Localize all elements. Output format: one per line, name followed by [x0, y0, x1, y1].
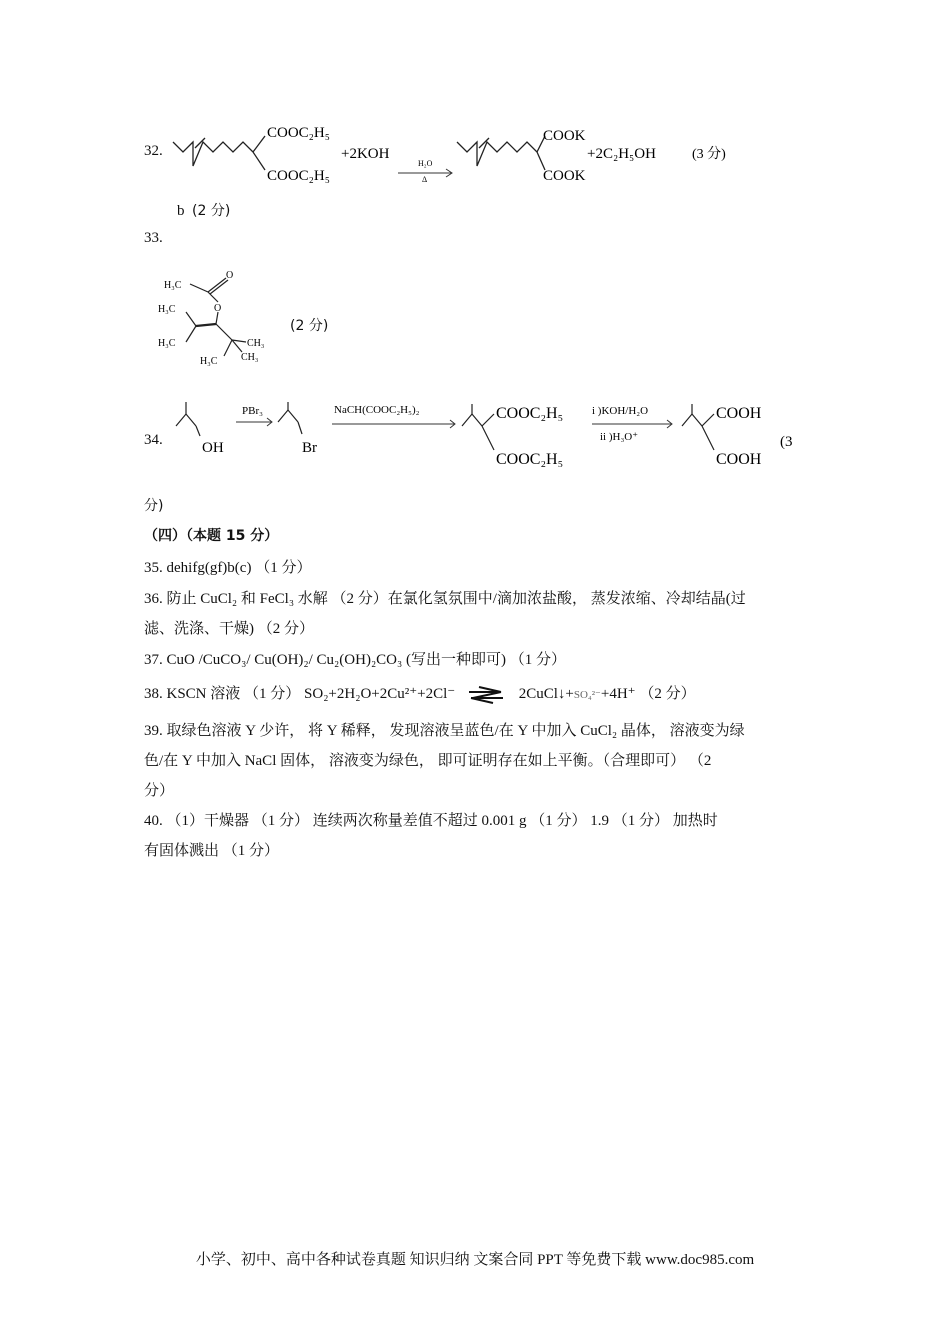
- q34-oh: OH: [202, 440, 224, 456]
- q32-sub-answer: [177, 200, 230, 220]
- q33-label-o-1: O: [226, 270, 234, 281]
- q34-reagent3-top: i )KOH/H₂O: [592, 405, 649, 417]
- q33-number: 33.: [144, 230, 163, 246]
- section-title: （四）（本题 15 分）: [144, 528, 279, 544]
- answer-38-so4: SO₄²⁻: [573, 689, 601, 701]
- q34-reagent3-bottom: ii )H₃O⁺: [600, 431, 639, 443]
- q33-label-h3c-3: H₃C: [158, 338, 176, 349]
- answer-38: [144, 683, 696, 706]
- page-footer: 小学、初中、高中各种试卷真题 知识归纳 文案合同 PPT 等免费下载 www.doc985.com: [195, 1252, 755, 1268]
- q33-label-ch3-1: CH₃: [247, 338, 265, 349]
- q34-reaction-scheme: [172, 396, 812, 476]
- answer-38-part1: 38. KSCN 溶液 （1 分） SO₂+2H₂O+2Cu²⁺+2Cl⁻: [144, 686, 456, 702]
- q34-number: 34.: [144, 432, 163, 448]
- q34-acid-bottom: COOH: [716, 451, 762, 468]
- answer-40-line2: 有固体溅出 （1 分）: [144, 843, 280, 859]
- answer-38-part3: +4H⁺ （2 分）: [600, 686, 696, 702]
- equilibrium-arrow-icon: [465, 686, 509, 704]
- q32-reagent: +2KOH: [341, 146, 390, 162]
- q32-product-bottom: COOK: [543, 168, 586, 184]
- q34-reagent1: PBr₃: [242, 405, 263, 417]
- q34-score-part1: (3: [780, 434, 793, 450]
- q32-reaction-scheme: [165, 118, 805, 193]
- answer-36-line1: 36. 防止 CuCl₂ 和 FeCl₃ 水解 （2 分）在氯化氢氛围中/滴加浓盐酸， 蒸发浓缩、冷却结晶(过: [144, 591, 746, 607]
- answer-40-line1: 40. （1）干燥器 （1 分） 连续两次称量差值不超过 0.001 g （1 分） 1.9 （1 分） 加热时: [144, 813, 718, 829]
- q32-score: (3 分): [692, 147, 726, 162]
- q33-label-o-2: O: [214, 303, 222, 314]
- q32-product-top: COOK: [543, 128, 586, 144]
- q33-score: (2 分): [290, 318, 329, 334]
- q32-sub-score: (2 分): [192, 203, 231, 219]
- q34-ester-bottom: COOC₂H₅: [496, 451, 564, 468]
- answer-35: 35. dehifg(gf)b(c) （1 分）: [144, 560, 312, 576]
- answer-38-part2: 2CuCl↓+: [518, 686, 574, 702]
- q32-reactant-top: COOC₂H₅: [267, 125, 330, 141]
- q32-byproduct: +2C₂H₅OH: [587, 146, 656, 162]
- q33-label-h3c-1: H₃C: [164, 280, 182, 291]
- q33-structure: [150, 262, 285, 372]
- answer-36-line2: 滤、洗涤、干燥) （2 分）: [144, 621, 314, 637]
- q33-label-ch3-2: CH₃: [241, 352, 259, 363]
- q33-label-h3c-2: H₃C: [158, 304, 176, 315]
- answer-37: 37. CuO /CuCO₃/ Cu(OH)₂/ Cu₂(OH)₂CO₃ (写出一种即可) （1 分）: [144, 652, 566, 668]
- q33-label-h3c-4: H₃C: [200, 356, 218, 367]
- q34-ester-top: COOC₂H₅: [496, 405, 564, 422]
- q32-arrow-bottom: Δ: [422, 175, 428, 184]
- q32-reactant-skeleton: [173, 142, 253, 166]
- answer-39-line3: 分）: [144, 783, 175, 799]
- q32-sub-letter: b: [177, 203, 185, 219]
- answer-39-line1: 39. 取绿色溶液 Y 少许， 将 Y 稀释， 发现溶液呈蓝色/在 Y 中加入 CuCl₂ 晶体， 溶液变为绿: [144, 723, 745, 739]
- q34-reagent2: NaCH(COOC₂H₅)₂: [334, 404, 420, 416]
- q32-product-skeleton: [457, 142, 537, 166]
- q32-number: 32.: [144, 143, 163, 159]
- q34-score-part2: 分): [144, 498, 164, 514]
- q34-acid-top: COOH: [716, 405, 762, 422]
- answer-39-line2: 色/在 Y 中加入 NaCl 固体， 溶液变为绿色， 即可证明存在如上平衡。（合理即可） （2: [144, 753, 712, 769]
- q32-reactant-bottom: COOC₂H₅: [267, 168, 330, 184]
- q34-br: Br: [302, 440, 317, 456]
- q32-arrow-top: H₂O: [418, 159, 433, 168]
